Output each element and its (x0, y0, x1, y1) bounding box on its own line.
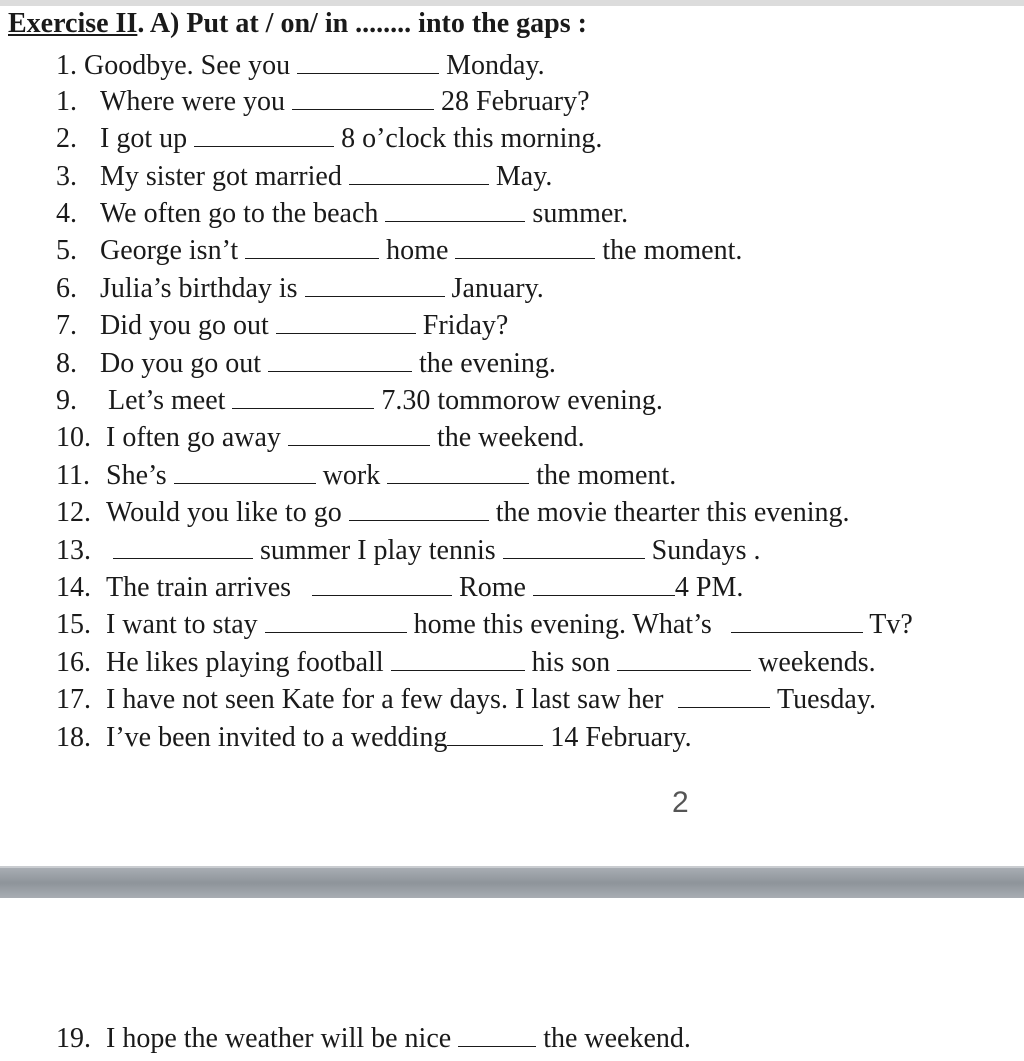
item-text: Sundays . (651, 535, 761, 566)
answer-gap[interactable] (385, 199, 525, 222)
list-item (56, 50, 545, 82)
item-text: Monday. (446, 50, 545, 81)
item-text: Would you like to go (106, 497, 342, 528)
item-text: 7.30 tommorow evening. (381, 385, 663, 416)
answer-gap[interactable] (678, 685, 770, 708)
item-text: She’s (106, 460, 167, 491)
item-text: 14 February. (550, 722, 692, 753)
answer-gap[interactable] (533, 573, 675, 596)
item-number: 12. (56, 497, 91, 528)
item-number: 1. (56, 50, 77, 81)
item-text: summer. (532, 198, 629, 229)
item-text: I often go away (106, 422, 281, 453)
answer-gap[interactable] (113, 536, 253, 559)
answer-gap[interactable] (617, 648, 751, 671)
list-item (56, 684, 876, 716)
answer-gap[interactable] (194, 124, 334, 147)
item-number: 16. (56, 647, 91, 678)
item-text: The train arrives (106, 572, 292, 603)
list-item (56, 385, 663, 417)
list-item (56, 609, 913, 641)
item-text: Do you go out (100, 348, 261, 379)
item-text: his son (531, 647, 611, 678)
answer-gap[interactable] (245, 236, 379, 259)
item-text: home this evening. What’s (413, 609, 712, 640)
list-item (56, 572, 743, 604)
item-number: 15. (56, 609, 91, 640)
list-item (56, 535, 761, 567)
item-text: 28 February? (441, 86, 590, 117)
item-text: 4 PM. (674, 572, 744, 603)
answer-gap[interactable] (232, 386, 374, 409)
item-text: I’ve been invited to a wedding (106, 722, 448, 753)
list-item (56, 310, 508, 342)
item-text: the movie thearter this evening. (495, 497, 850, 528)
item-number: 11. (56, 460, 90, 491)
answer-gap[interactable] (292, 87, 434, 110)
item-text: summer I play tennis (260, 535, 496, 566)
item-text: Goodbye. See you (84, 50, 291, 81)
list-item (56, 722, 692, 754)
answer-gap[interactable] (731, 610, 863, 633)
answer-gap[interactable] (288, 423, 430, 446)
list-item (56, 273, 544, 305)
item-number: 10. (56, 422, 91, 453)
item-text: 8 o’clock this morning. (341, 123, 603, 154)
answer-gap[interactable] (458, 1024, 536, 1047)
item-text: the weekend. (436, 422, 585, 453)
answer-gap[interactable] (455, 236, 595, 259)
item-text: Did you go out (100, 310, 269, 341)
item-text: Tv? (869, 609, 913, 640)
item-number: 2. (56, 123, 77, 154)
item-text: George isn’t (100, 235, 239, 266)
list-item (56, 198, 628, 230)
item-number: 6. (56, 273, 77, 304)
item-text: Friday? (422, 310, 509, 341)
exercise-instruction: . A) Put at / on/ in ........ into the gaps : (137, 8, 587, 39)
item-text: home (386, 235, 449, 266)
answer-gap[interactable] (387, 461, 529, 484)
answer-gap[interactable] (297, 51, 439, 74)
item-number: 18. (56, 722, 91, 753)
answer-gap[interactable] (312, 573, 452, 596)
item-number: 14. (56, 572, 91, 603)
answer-gap[interactable] (447, 723, 543, 746)
item-text: the moment. (536, 460, 677, 491)
item-number: 13. (56, 535, 91, 566)
answer-gap[interactable] (503, 536, 645, 559)
answer-gap[interactable] (349, 162, 489, 185)
list-item (56, 348, 556, 380)
item-text: May. (495, 161, 553, 192)
list-item (56, 123, 602, 155)
item-text: I got up (100, 123, 188, 154)
item-text: I hope the weather will be nice (106, 1023, 452, 1054)
item-number: 17. (56, 684, 91, 715)
list-item (56, 161, 552, 193)
answer-gap[interactable] (265, 610, 407, 633)
item-number: 7. (56, 310, 77, 341)
item-text: the moment. (602, 235, 743, 266)
item-number: 3. (56, 161, 77, 192)
answer-gap[interactable] (276, 311, 416, 334)
item-text: Julia’s birthday is (100, 273, 298, 304)
list-item (56, 497, 850, 529)
item-text: the weekend. (543, 1023, 691, 1054)
item-text: I want to stay (106, 609, 258, 640)
answer-gap[interactable] (391, 648, 525, 671)
item-number: 8. (56, 348, 77, 379)
answer-gap[interactable] (174, 461, 316, 484)
item-text: January. (451, 273, 544, 304)
item-text: He likes playing football (106, 647, 384, 678)
item-text: Rome (459, 572, 526, 603)
exercise-label: Exercise II (8, 8, 138, 39)
page-number: 2 (672, 786, 689, 819)
item-text: My sister got married (100, 161, 342, 192)
answer-gap[interactable] (305, 274, 445, 297)
list-item (56, 422, 585, 454)
item-text: the evening. (419, 348, 556, 379)
list-item (56, 460, 676, 492)
list-item (56, 1023, 691, 1055)
item-number: 19. (56, 1023, 91, 1054)
list-item (56, 235, 742, 267)
item-number: 4. (56, 198, 77, 229)
list-item (56, 647, 876, 679)
item-text: We often go to the beach (100, 198, 379, 229)
item-text: Where were you (100, 86, 286, 117)
answer-gap[interactable] (349, 498, 489, 521)
answer-gap[interactable] (268, 349, 412, 372)
item-number: 9. (56, 385, 77, 416)
item-text: Tuesday. (776, 684, 877, 715)
page-break (0, 868, 1024, 898)
item-text: work (322, 460, 381, 491)
item-text: Let’s meet (108, 385, 226, 416)
item-text: weekends. (758, 647, 876, 678)
item-number: 1. (56, 86, 77, 117)
item-number: 5. (56, 235, 77, 266)
list-item (56, 86, 590, 118)
exercise-title (8, 8, 587, 40)
item-text: I have not seen Kate for a few days. I last saw her (106, 684, 664, 715)
